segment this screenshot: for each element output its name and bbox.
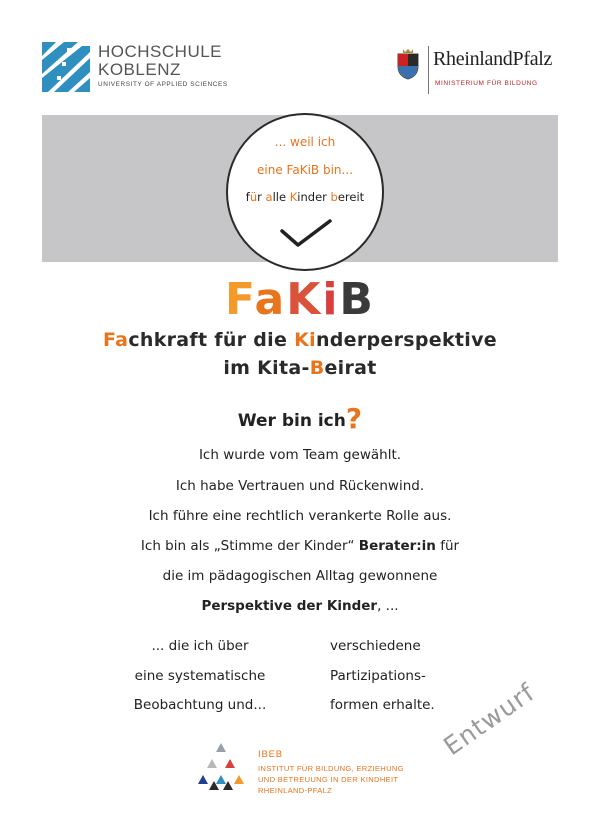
logo-separator: [428, 46, 429, 94]
ibeb-line-2: UND BETREUUNG IN DER KINDHEIT: [258, 775, 399, 784]
body-line-1: Ich wurde vom Team gewählt.: [198, 447, 402, 463]
subtitle-line1: Fachkraft für die Kinderperspektive: [103, 329, 497, 351]
body-line-4: Ich bin als „Stimme der Kinder“ Berater:in für: [140, 538, 460, 554]
hochschule-subtitle: UNIVERSITY OF APPLIED SCIENCES: [98, 81, 228, 88]
body-line-5: die im pädagogischen Alltag gewonnene: [162, 568, 438, 584]
hochschule-koblenz-logo: [42, 42, 242, 94]
body-line-3: Ich führe eine rechtlich verankerte Rolle aus.: [148, 508, 452, 524]
left-column-line: ... die ich über: [151, 638, 249, 654]
ibeb-title: IBEB: [258, 749, 283, 760]
rlp-name: RheinlandPfalz: [433, 48, 553, 70]
hochschule-name-line2: KOBLENZ: [98, 60, 181, 79]
hochschule-name-line1: HOCHSCHULE: [98, 42, 223, 61]
subtitle-line2: im Kita-Beirat: [223, 357, 377, 379]
ibeb-line-3: RHEINLAND-PFALZ: [258, 786, 333, 795]
checkmark-icon: [274, 217, 338, 251]
badge-line2: eine FaKiB bin...: [257, 163, 353, 177]
hochschule-logo-mark: [42, 42, 90, 92]
rheinland-pfalz-logo: [395, 46, 570, 96]
draft-watermark: Entwurf: [438, 677, 541, 761]
ibeb-line-1: INSTITUT FÜR BILDUNG, ERZIEHUNG: [258, 764, 404, 773]
ministry-name: MINISTERIUM FÜR BILDUNG: [435, 80, 538, 87]
body-line-2: Ich habe Vertrauen und Rückenwind.: [175, 478, 425, 494]
badge-circle: [226, 113, 384, 271]
coat-of-arms-icon: [395, 48, 421, 80]
body-line-6: Perspektive der Kinder, ...: [201, 598, 399, 614]
right-column-line: Partizipations-: [330, 668, 426, 684]
section-heading: Wer bin ich?: [237, 402, 363, 435]
badge-line3: für alle Kinder bereit: [245, 190, 365, 204]
right-column-line: verschiedene: [330, 638, 421, 654]
right-column-line: formen erhalte.: [330, 697, 435, 713]
badge-line1: ... weil ich: [274, 135, 336, 149]
ibeb-logo-icon: [196, 741, 246, 793]
left-column-line: Beobachtung und...: [133, 697, 267, 713]
fakib-wordmark: FaKiB: [225, 274, 375, 325]
left-column-line: eine systematische: [134, 668, 266, 684]
